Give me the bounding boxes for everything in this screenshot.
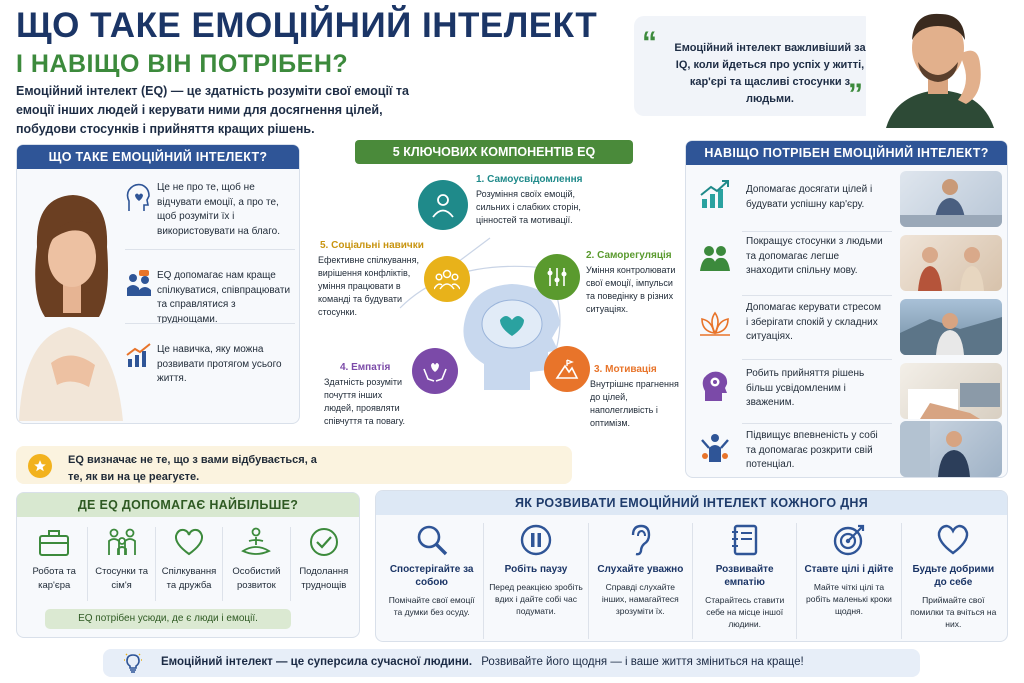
briefcase-icon [38, 527, 70, 557]
where-item-label: Робота та кар'єра [32, 566, 76, 591]
why-item-1-text: Допомагає досягати цілей і будувати успішну кар'єру. [746, 184, 873, 210]
what-is-eq-header: ЩО ТАКЕ ЕМОЦІЙНИЙ ІНТЕЛЕКТ? [17, 145, 299, 169]
lightbulb-icon [123, 653, 143, 673]
develop-item [484, 523, 588, 639]
intro-text: Емоційний інтелект (EQ) — це здатність розуміти свої емоції та емоції інших людей і керувати ними для досягнення цілей, побудови стосунків і прийняття кращих рішень. [16, 84, 409, 136]
relationships-icon [698, 241, 732, 275]
divider [742, 359, 892, 360]
why-item-4-text: Робить прийняття рішень більш усвідомленим і зваженим. [746, 368, 865, 408]
key-note-box [16, 446, 572, 484]
mountain-flag-icon [544, 346, 590, 392]
develop-item-text: Старайтесь ставити себе на місце іншої людини. [705, 595, 785, 629]
develop-item-title: Робіть паузу [504, 564, 568, 575]
develop-item-text: Помічайте свої емоції та думки без осуду. [388, 595, 475, 617]
where-item-label: Особистий розвиток [232, 566, 281, 591]
quote-text: Емоційний інтелект важливіший за IQ, коли йдеться про успіх у житті, кар'єрі та щасливі стосунки з людьми. [674, 42, 866, 106]
develop-item-title: Ставте цілі і дійте [804, 564, 894, 575]
business-people-photo [900, 171, 1002, 227]
component-2-title: 2. Саморегуляція [586, 250, 672, 261]
people-communication-icon [125, 269, 153, 299]
components-header: 5 КЛЮЧОВИХ КОМПОНЕНТІВ EQ [355, 140, 633, 164]
check-circle-icon [308, 527, 340, 557]
confidence-icon [698, 431, 732, 465]
star-icon [28, 454, 52, 478]
develop-item-text: Приймайте свої помилки та вчіться на них. [910, 595, 997, 629]
develop-item-text: Перед реакцією зробіть вдих і дайте собі час подумати. [489, 582, 583, 616]
divider [125, 323, 295, 324]
component-1-text: Розуміння своїх емоцій, сильних і слабких сторін, цінностей та мотивації. [476, 189, 581, 226]
where-eq-helps-panel [16, 492, 360, 638]
develop-item [380, 523, 484, 639]
develop-item [589, 523, 693, 639]
divider [125, 249, 295, 250]
notebook-icon [728, 523, 762, 557]
growth-chart-icon [125, 341, 153, 369]
confident-man-photo [900, 421, 1002, 477]
develop-item [902, 523, 1005, 639]
where-items [21, 527, 357, 601]
quote-close-icon: ” [848, 78, 863, 111]
why-needed-panel [685, 140, 1008, 478]
where-item-development [223, 527, 290, 601]
develop-item-text: Майте чіткі цілі та робіть маленькі кроки щодня. [806, 582, 892, 616]
ear-icon [623, 523, 657, 557]
develop-item-title: Розвивайте емпатію [715, 564, 774, 588]
meditation-icon [239, 527, 273, 557]
bottom-banner-bold: Емоційний інтелект — це суперсила сучасної людини. [161, 656, 473, 668]
heart-icon [173, 527, 205, 557]
bottom-banner-rest: Розвивайте його щодня — і ваше життя зміниться на краще! [481, 656, 804, 668]
heart-outline-icon [936, 523, 970, 557]
where-item-family [88, 527, 155, 601]
component-5-title: 5. Соціальні навички [320, 240, 424, 251]
where-item-communication [156, 527, 223, 601]
bottom-banner-text [161, 656, 804, 668]
where-item-label: Стосунки та сім'я [95, 566, 148, 591]
where-item-difficulties [291, 527, 357, 601]
page-subtitle: І НАВІЩО ВІН ПОТРІБЕН? [16, 50, 349, 78]
develop-item-title: Будьте добрими до себе [912, 564, 995, 588]
component-2-text: Уміння контролювати свої емоції, імпульси та поведінку в різних ситуаціях. [586, 265, 676, 315]
person-icon [418, 180, 468, 230]
why-needed-header: НАВІЩО ПОТРІБЕН ЕМОЦІЙНИЙ ІНТЕЛЕКТ? [686, 141, 1007, 165]
develop-item-title: Спостерігайте за собою [389, 564, 474, 588]
sliders-icon [534, 254, 580, 300]
divider [742, 231, 892, 232]
develop-item [693, 523, 797, 639]
key-note-text: EQ визначає не те, що з вами відбувається, а те, як ви на це реагуєте. [68, 454, 317, 483]
family-icon [105, 527, 139, 557]
component-5-text: Ефективне спілкування, вирішення конфліктів, уміння працювати в команді та будувати стосунки. [318, 255, 420, 318]
pause-icon [519, 523, 553, 557]
component-4-title: 4. Емпатія [340, 362, 391, 373]
lotus-icon [698, 309, 732, 339]
where-item-label: Спілкування та дружба [161, 566, 217, 591]
develop-daily-header: ЯК РОЗВИВАТИ ЕМОЦІЙНИЙ ІНТЕЛЕКТ КОЖНОГО ДНЯ [376, 491, 1007, 515]
woman-illustration [19, 187, 123, 421]
magnifier-icon [415, 523, 449, 557]
where-item-label: Подолання труднощів [299, 566, 349, 591]
target-icon [832, 523, 866, 557]
two-women-photo [900, 235, 1002, 291]
develop-item-text: Справді слухайте інших, намагайтеся зрозуміти їх. [601, 582, 679, 616]
where-eq-helps-header: ДЕ EQ ДОПОМАГАЄ НАЙБІЛЬШЕ? [17, 493, 359, 517]
what-item-2-text: EQ допомагає нам краще спілкуватися, співпрацювати та справлятися з труднощами. [157, 270, 291, 325]
hands-heart-icon [412, 348, 458, 394]
why-item-2-text: Покращує стосунки з людьми та допомагає легше знаходити спільну мову. [746, 236, 883, 276]
page-title: ЩО ТАКЕ ЕМОЦІЙНИЙ ІНТЕЛЕКТ [16, 6, 598, 45]
component-1-title: 1. Самоусвідомлення [476, 174, 583, 185]
components-diagram [300, 168, 685, 440]
what-item-3-text: Це навичка, яку можна розвивати протягом усього життя. [157, 344, 282, 384]
develop-items [380, 523, 1005, 639]
calm-man-photo [900, 299, 1002, 355]
career-chart-icon [698, 177, 732, 211]
why-item-3-text: Допомагає керувати стресом і зберігати спокій у складних ситуаціях. [746, 302, 881, 342]
bottom-banner [103, 649, 920, 677]
develop-daily-panel [375, 490, 1008, 642]
head-gear-icon [698, 369, 732, 403]
component-3-text: Внутрішнє прагнення до цілей, наполегливість і оптимізм. [590, 379, 679, 429]
head-heart-icon [125, 183, 151, 213]
develop-item-title: Слухайте уважно [597, 564, 684, 575]
why-item-5-text: Підвищує впевненість у собі та допомагає розкрити свій потенціал. [746, 430, 878, 470]
group-icon [424, 256, 470, 302]
quote-open-icon: “ [642, 26, 657, 59]
divider [742, 423, 892, 424]
quote-box [634, 16, 874, 116]
what-item-1-text: Це не про те, щоб не відчувати емоції, а про те, щоб розуміти їх і використовувати на благо. [157, 182, 281, 237]
what-is-eq-panel [16, 144, 300, 424]
where-footer: EQ потрібен усюди, де є люди і емоції. [45, 609, 291, 629]
component-4-text: Здатність розуміти почуття інших людей, проявляти співчуття та повагу. [324, 377, 406, 427]
where-item-work [21, 527, 88, 601]
component-3-title: 3. Мотивація [594, 364, 657, 375]
writing-hands-photo [900, 363, 1002, 419]
thinking-man-illustration [866, 4, 1012, 128]
divider [742, 295, 892, 296]
develop-item [797, 523, 901, 639]
